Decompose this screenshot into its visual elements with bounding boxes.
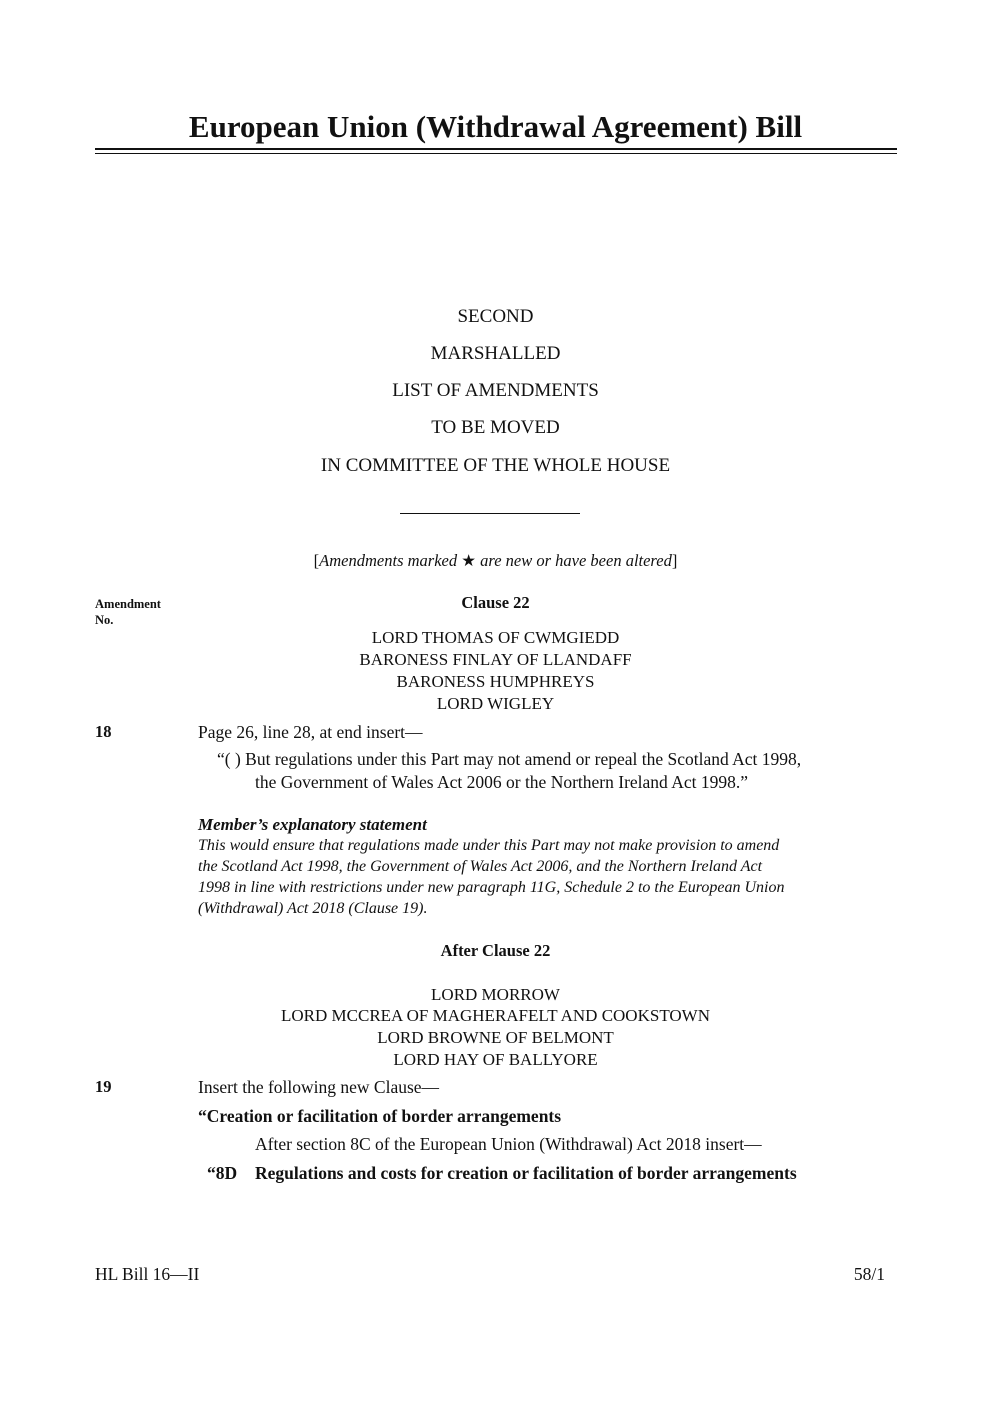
amendment-text: the Government of Wales Act 2006 or the Northern Ireland Act 1998.” bbox=[255, 772, 748, 792]
amendment-no-label: Amendment bbox=[95, 597, 161, 611]
title-rule bbox=[95, 148, 897, 150]
member-name: LORD MCCREA OF MAGHERAFELT AND COOKSTOWN bbox=[281, 1006, 710, 1025]
bracket: ] bbox=[671, 551, 678, 570]
member-name: BARONESS HUMPHREYS bbox=[396, 672, 595, 691]
statement-title: Member’s explanatory statement bbox=[198, 815, 427, 834]
amendment-instruction: Insert the following new Clause— bbox=[198, 1077, 440, 1097]
divider bbox=[400, 513, 580, 514]
member-name: LORD BROWNE OF BELMONT bbox=[377, 1028, 614, 1047]
statement-line: the Scotland Act 1998, the Government of Wales Act 2006, and the Northern Ireland Act bbox=[198, 858, 763, 875]
cover-line: SECOND bbox=[457, 306, 534, 327]
footer-bill-ref: HL Bill 16—II bbox=[95, 1264, 200, 1284]
amendment-number: 19 bbox=[95, 1077, 112, 1096]
member-name: BARONESS FINLAY OF LLANDAFF bbox=[359, 650, 632, 669]
clause-title: “Creation or facilitation of border arrangements bbox=[198, 1106, 562, 1126]
member-name: LORD THOMAS OF CWMGIEDD bbox=[371, 628, 620, 647]
section-heading: Clause 22 bbox=[461, 593, 530, 612]
cover-line: LIST OF AMENDMENTS bbox=[392, 380, 599, 401]
statement-line: 1998 in line with restrictions under new paragraph 11G, Schedule 2 to the European Union bbox=[198, 879, 785, 896]
member-name: LORD WIGLEY bbox=[436, 694, 555, 713]
amendment-text: “( ) But regulations under this Part may not amend or repeal the Scotland Act 1998, bbox=[217, 749, 802, 769]
statement-line: (Withdrawal) Act 2018 (Clause 19). bbox=[198, 900, 428, 917]
footer-page-ref: 58/1 bbox=[853, 1264, 885, 1284]
cover-line: TO BE MOVED bbox=[431, 417, 560, 438]
bracket: [ bbox=[313, 551, 320, 570]
section-heading: After Clause 22 bbox=[440, 941, 551, 960]
bill-title: European Union (Withdrawal Agreement) Bill bbox=[188, 109, 803, 144]
member-name: LORD HAY OF BALLYORE bbox=[393, 1050, 598, 1069]
cover-line: MARSHALLED bbox=[430, 343, 561, 364]
amendment-note bbox=[0, 550, 991, 572]
member-name: LORD MORROW bbox=[431, 985, 560, 1004]
section-number: “8D bbox=[207, 1163, 238, 1183]
clause-text: After section 8C of the European Union (Withdrawal) Act 2018 insert— bbox=[255, 1134, 762, 1154]
cover-line: IN COMMITTEE OF THE WHOLE HOUSE bbox=[320, 455, 671, 476]
statement-line: This would ensure that regulations made under this Part may not make provision to amend bbox=[198, 837, 780, 854]
title-rule-thin bbox=[95, 153, 897, 154]
amendment-number: 18 bbox=[95, 722, 112, 741]
star-icon: ★ bbox=[461, 551, 477, 570]
amendment-no-label: No. bbox=[95, 613, 114, 627]
note-text: Amendments marked bbox=[319, 551, 458, 570]
note-text: are new or have been altered bbox=[480, 551, 672, 570]
section-title: Regulations and costs for creation or facilitation of border arrangements bbox=[255, 1163, 797, 1183]
amendment-instruction: Page 26, line 28, at end insert— bbox=[198, 722, 423, 742]
